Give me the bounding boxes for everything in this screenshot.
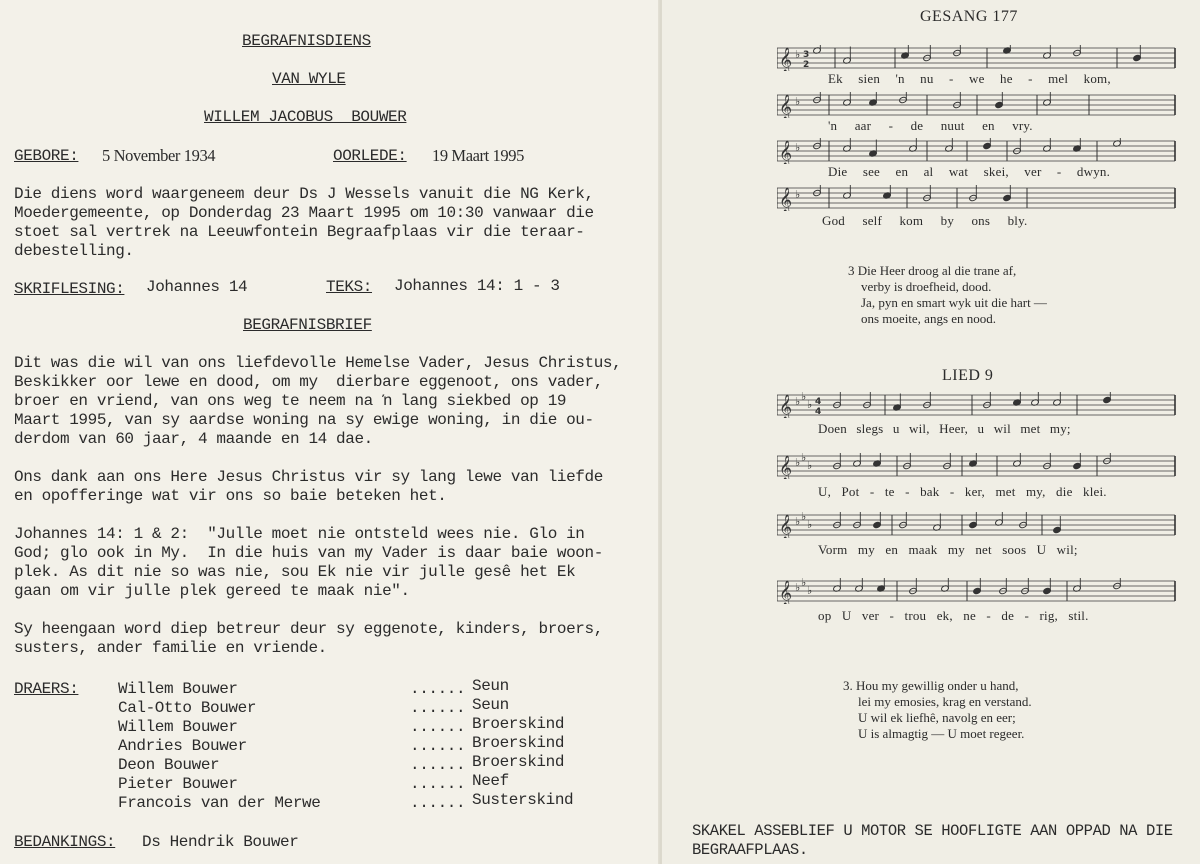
service-subtitle: VAN WYLE bbox=[272, 70, 346, 88]
bearer-relation: Seun bbox=[472, 677, 509, 695]
died-label: OORLEDE: bbox=[333, 147, 407, 165]
deceased-name: WILLEM JACOBUS BOUWER bbox=[204, 108, 407, 126]
letter-line: Dit was die wil van ons liefdevolle Hemelse Vader, Jesus Christus, bbox=[14, 354, 622, 372]
time-signature: 3 bbox=[803, 50, 810, 60]
time-signature: 4 bbox=[815, 397, 822, 407]
flat-icon: ♭ bbox=[795, 456, 801, 469]
bearer-relation: Seun bbox=[472, 696, 509, 714]
letter-line: derdom van 60 jaar, 4 maande en 14 dae. bbox=[14, 430, 373, 448]
staff-svg bbox=[777, 578, 1177, 604]
treble-clef-icon: 𝄞 bbox=[779, 515, 793, 538]
hymn2-staff bbox=[777, 453, 1177, 479]
time-signature: 4 bbox=[815, 407, 822, 417]
bearer-name: Pieter Bouwer bbox=[118, 775, 238, 793]
hymn1-title: GESANG 177 bbox=[920, 8, 1018, 25]
bearer-relation: Broerskind bbox=[472, 753, 565, 771]
treble-clef-icon: 𝄞 bbox=[779, 456, 793, 479]
hymn2-lyric: Vorm my en maak my net soos U wil; bbox=[818, 542, 1078, 557]
letter-line: plek. As dit nie so was nie, sou Ek nie vir julle gesê het Ek bbox=[14, 563, 576, 581]
bearer-relation: Susterskind bbox=[472, 791, 574, 809]
flat-icon: ♭ bbox=[801, 578, 807, 589]
bearer-dots: ...... bbox=[410, 680, 466, 698]
service-line: Die diens word waargeneem deur Ds J Wessels vanuit die NG Kerk, bbox=[14, 185, 594, 203]
letter-line: Sy heengaan word diep betreur deur sy eggenote, kinders, broers, bbox=[14, 620, 603, 638]
bearer-dots: ...... bbox=[410, 718, 466, 736]
bearer-name: Willem Bouwer bbox=[118, 680, 238, 698]
thanks-value: Ds Hendrik Bouwer bbox=[142, 833, 299, 851]
hymn1-verse-line: ons moeite, angs en nood. bbox=[861, 311, 997, 326]
text-value: Johannes 14: 1 - 3 bbox=[394, 277, 560, 295]
hymn2-staff bbox=[777, 392, 1177, 418]
staff-svg bbox=[777, 185, 1177, 211]
hymn1-lyric: God self kom by ons bly. bbox=[822, 213, 1028, 228]
treble-clef-icon: 𝄞 bbox=[779, 95, 793, 118]
hymn1-staff bbox=[777, 138, 1177, 164]
bearers-label: DRAERS: bbox=[14, 680, 79, 698]
footer-line: BEGRAAFPLAAS. bbox=[692, 841, 808, 859]
flat-icon: ♭ bbox=[795, 141, 801, 154]
hymn2-lyric: U, Pot - te - bak - ker, met my, die klei. bbox=[818, 484, 1107, 499]
flat-icon: ♭ bbox=[795, 581, 801, 594]
flat-icon: ♭ bbox=[807, 398, 813, 411]
staff-svg bbox=[777, 45, 1177, 71]
letter-line: broer en vriend, van ons weg te neem na ŉ lang siekbed op 19 bbox=[14, 392, 567, 410]
flat-icon: ♭ bbox=[801, 392, 807, 403]
staff-svg bbox=[777, 453, 1177, 479]
letter-line: susters, ander familie en vriende. bbox=[14, 639, 327, 657]
flat-icon: ♭ bbox=[801, 453, 807, 464]
died-value: 19 Maart 1995 bbox=[432, 146, 524, 165]
bearer-name: Andries Bouwer bbox=[118, 737, 247, 755]
letter-line: Beskikker oor lewe en dood, om my dierbare eggenoot, ons vader, bbox=[14, 373, 603, 391]
flat-icon: ♭ bbox=[795, 95, 801, 108]
hymn2-verse-line: U is almagtig — U moet regeer. bbox=[858, 726, 1025, 741]
hymn1-staff bbox=[777, 185, 1177, 211]
treble-clef-icon: 𝄞 bbox=[779, 48, 793, 71]
hymn2-verse-line: U wil ek liefhê, navolg en eer; bbox=[858, 710, 1016, 725]
treble-clef-icon: 𝄞 bbox=[779, 141, 793, 164]
flat-icon: ♭ bbox=[795, 188, 801, 201]
hymn1-lyric: 'n aar - de nuut en vry. bbox=[828, 118, 1033, 133]
letter-line: en opofferinge wat vir ons so baie beteken het. bbox=[14, 487, 447, 505]
hymn2-title: LIED 9 bbox=[942, 367, 994, 384]
hymn2-verse-line: lei my emosies, krag en verstand. bbox=[858, 694, 1032, 709]
flat-icon: ♭ bbox=[807, 459, 813, 472]
staff-svg bbox=[777, 512, 1177, 538]
bearer-relation: Broerskind bbox=[472, 734, 565, 752]
hymn1-staff bbox=[777, 92, 1177, 118]
hymn2-lyric: op U ver - trou ek, ne - de - rig, stil. bbox=[818, 608, 1089, 623]
hymn1-lyric: Ek sien 'n nu - we he - mel kom, bbox=[828, 71, 1111, 86]
hymn2-staff bbox=[777, 512, 1177, 538]
staff-svg bbox=[777, 392, 1177, 418]
bearer-dots: ...... bbox=[410, 699, 466, 717]
right-page bbox=[662, 0, 1200, 864]
bearer-relation: Broerskind bbox=[472, 715, 565, 733]
treble-clef-icon: 𝄞 bbox=[779, 581, 793, 604]
staff-svg bbox=[777, 92, 1177, 118]
bearer-name: Deon Bouwer bbox=[118, 756, 220, 774]
letter-title: BEGRAFNISBRIEF bbox=[243, 316, 372, 334]
staff-svg bbox=[777, 138, 1177, 164]
letter-line: Ons dank aan ons Here Jesus Christus vir sy lang lewe van liefde bbox=[14, 468, 603, 486]
flat-icon: ♭ bbox=[795, 515, 801, 528]
text-label: TEKS: bbox=[326, 278, 373, 296]
bearer-dots: ...... bbox=[410, 794, 466, 812]
letter-line: gaan om vir julle plek gereed te maak nie". bbox=[14, 582, 410, 600]
flat-icon: ♭ bbox=[807, 518, 813, 531]
flat-icon: ♭ bbox=[795, 48, 801, 61]
flat-icon: ♭ bbox=[807, 584, 813, 597]
hymn1-lyric: Die see en al wat skei, ver - dwyn. bbox=[828, 164, 1111, 179]
hymn1-verse-line: 3 Die Heer droog al die trane af, bbox=[848, 263, 1017, 278]
hymn1-verse-line: Ja, pyn en smart wyk uit die hart — bbox=[861, 295, 1047, 310]
service-line: Moedergemeente, op Donderdag 23 Maart 1995 om 10:30 vanwaar die bbox=[14, 204, 594, 222]
letter-line: God; glo ook in My. In die huis van my Vader is daar baie woon- bbox=[14, 544, 603, 562]
service-line: debestelling. bbox=[14, 242, 134, 260]
hymn2-lyric: Doen slegs u wil, Heer, u wil met my; bbox=[818, 421, 1071, 436]
born-value: 5 November 1934 bbox=[102, 146, 216, 165]
hymn1-verse-line: verby is droefheid, dood. bbox=[861, 279, 992, 294]
hymn2-staff bbox=[777, 578, 1177, 604]
service-title: BEGRAFNISDIENS bbox=[242, 32, 371, 50]
flat-icon: ♭ bbox=[795, 395, 801, 408]
hymn2-verse-line: 3. Hou my gewillig onder u hand, bbox=[843, 678, 1019, 693]
treble-clef-icon: 𝄞 bbox=[779, 395, 793, 418]
service-line: stoet sal vertrek na Leeuwfontein Begraafplaas vir die teraar- bbox=[14, 223, 585, 241]
reading-value: Johannes 14 bbox=[146, 278, 248, 296]
bearer-name: Francois van der Merwe bbox=[118, 794, 321, 812]
bearer-dots: ...... bbox=[410, 737, 466, 755]
born-label: GEBORE: bbox=[14, 147, 79, 165]
bearer-name: Cal-Otto Bouwer bbox=[118, 699, 257, 717]
bearer-dots: ...... bbox=[410, 775, 466, 793]
footer-line: SKAKEL ASSEBLIEF U MOTOR SE HOOFLIGTE AAN OPPAD NA DIE bbox=[692, 822, 1173, 840]
letter-line: Maart 1995, van sy aardse woning na sy ewige woning, in die ou- bbox=[14, 411, 594, 429]
treble-clef-icon: 𝄞 bbox=[779, 188, 793, 211]
time-signature: 2 bbox=[803, 60, 810, 70]
bearer-name: Willem Bouwer bbox=[118, 718, 238, 736]
hymn1-staff bbox=[777, 45, 1177, 71]
letter-line: Johannes 14: 1 & 2: "Julle moet nie ontsteld wees nie. Glo in bbox=[14, 525, 585, 543]
thanks-label: BEDANKINGS: bbox=[14, 833, 116, 851]
bearer-relation: Neef bbox=[472, 772, 509, 790]
bearer-dots: ...... bbox=[410, 756, 466, 774]
reading-label: SKRIFLESING: bbox=[14, 280, 125, 298]
flat-icon: ♭ bbox=[801, 512, 807, 523]
